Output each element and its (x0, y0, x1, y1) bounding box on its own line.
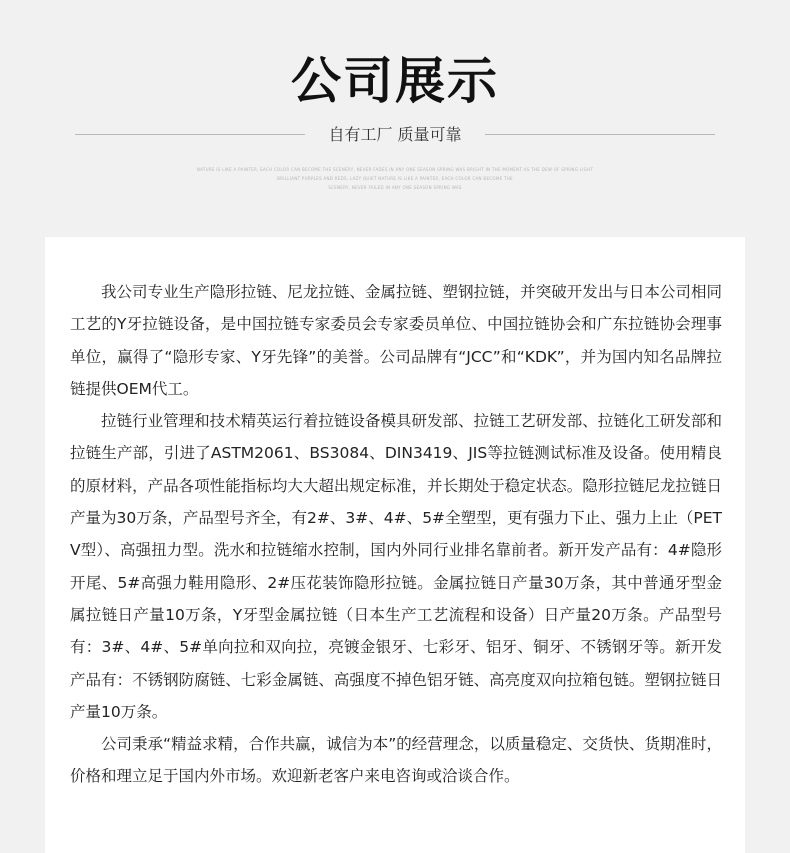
company-description (70, 276, 722, 793)
fine-print-line: SCENERY, NEVER FAILED IN ANY ONE SEASON SPRING WAS (328, 185, 462, 190)
paragraph: 我公司专业生产隐形拉链、尼龙拉链、金属拉链、塑钢拉链，并突破开发出与日本公司相同工艺的Y牙拉链设备，是中国拉链专家委员会专家委员单位、中国拉链协会和广东拉链协会理事单位，赢得了“隐形专家、Y牙先锋”的美誉。公司品牌有“JCC”和“KDK”，并为国内知名品牌拉链提供OEM代工。 (70, 283, 722, 398)
fine-print-line: NATURE IS LIKE A PAINTER, EACH COLOR CAN BECOME THE SCENERY, NEVER FADES IN ANY ONE SEASON SPRING WAS BRIGHT IN THE MOMENT AS THE DEW OF SPRING LIGHT (196, 167, 594, 172)
subtitle-row (75, 124, 715, 146)
page-subtitle: 自有工厂 质量可靠 (328, 125, 462, 144)
paragraph: 公司秉承“精益求精，合作共赢，诚信为本”的经营理念，以质量稳定、交货快、货期准时，价格和理立足于国内外市场。欢迎新老客户来电咨询或洽谈合作。 (70, 735, 722, 786)
page-title: 公司展示 (291, 52, 499, 110)
paragraph: 拉链行业管理和技术精英运行着拉链设备模具研发部、拉链工艺研发部、拉链化工研发部和拉链生产部，引进了ASTM2061、BS3084、DIN3419、JIS等拉链测试标准及设备。使用精良的原材料，产品各项性能指标均大大超出规定标准，并长期处于稳定状态。隐形拉链尼龙拉链日产量为30万条，产品型号齐全，有2#、3#、4#、5#全塑型，更有强力下止、强力上止（PET V型）、高强扭力型。洗水和拉链缩水控制，国内外同行业排名靠前者。新开发产品有：4#隐形开尾、5#高强力鞋用隐形、2#压花装饰隐形拉链。金属拉链日产量30万条，其中普通牙型金属拉链日产量10万条，Y牙型金属拉链（日本生产工艺流程和设备）日产量20万条。产品型号有：3#、4#、5#单向拉和双向拉，亮镀金银牙、七彩牙、铝牙、铜牙、不锈钢牙等。新开发产品有：不锈钢防腐链、七彩金属链、高强度不掉色铝牙链、高亮度双向拉箱包链。塑钢拉链日产量10万条。 (70, 412, 722, 721)
decorative-fine-print (195, 165, 595, 192)
fine-print-line: BRILLIANT PURPLES AND REDS, LAZY QUIET NATURE IS LIKE A PAINTER, EACH COLOR CAN BECOME THE (277, 176, 513, 181)
page-header (0, 0, 790, 237)
content-card (45, 237, 745, 853)
divider-right (485, 134, 715, 135)
